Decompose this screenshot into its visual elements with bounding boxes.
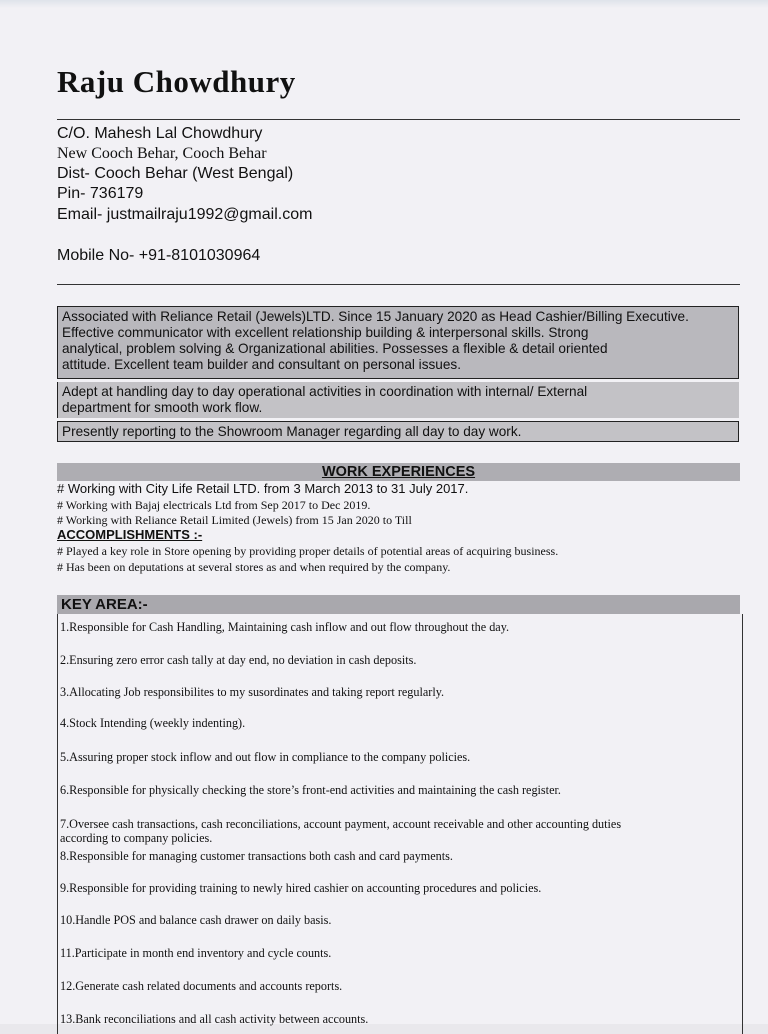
header-divider bbox=[57, 119, 740, 120]
key-area-item: 1.Responsible for Cash Handling, Maintaining cash inflow and out flow throughout the day. bbox=[60, 620, 510, 634]
key-area-item: 6.Responsible for physically checking the store’s front-end activities and maintaining the cash register. bbox=[60, 783, 561, 797]
key-area-item: according to company policies. bbox=[60, 831, 213, 845]
work-experience-title: WORK EXPERIENCES bbox=[321, 464, 476, 480]
operations-line: department for smooth work flow. bbox=[62, 400, 263, 415]
work-item: # Working with Bajaj electricals Ltd from Sep 2017 to Dec 2019. bbox=[57, 498, 371, 512]
contact-pin: Pin- 736179 bbox=[57, 185, 144, 202]
key-area-item: 3.Allocating Job responsibilites to my susordinates and taking report regularly. bbox=[60, 685, 445, 699]
operations-line: Adept at handling day to day operational activities in coordination with internal/ External bbox=[62, 384, 588, 399]
summary-line: attitude. Excellent team builder and consultant on personal issues. bbox=[62, 357, 461, 372]
key-area-banner bbox=[57, 595, 740, 614]
operations-box bbox=[57, 382, 739, 418]
contact-email: Email- justmailraju1992@gmail.com bbox=[57, 206, 313, 223]
reporting-line: Presently reporting to the Showroom Manager regarding all day to day work. bbox=[62, 424, 522, 439]
contact-care-of: C/O. Mahesh Lal Chowdhury bbox=[57, 125, 263, 142]
accomplishments-title: ACCOMPLISHMENTS :- bbox=[57, 527, 203, 542]
key-area-item: 8.Responsible for managing customer transactions both cash and card payments. bbox=[60, 849, 453, 863]
work-item: # Working with Reliance Retail Limited (Jewels) from 15 Jan 2020 to Till bbox=[57, 513, 412, 527]
key-area-item: 13.Bank reconciliations and all cash activity between accounts. bbox=[60, 1012, 369, 1026]
key-area-item: 12.Generate cash related documents and accounts reports. bbox=[60, 979, 343, 993]
key-area-item: 11.Participate in month end inventory and cycle counts. bbox=[60, 946, 332, 960]
contact-mobile: Mobile No- +91-8101030964 bbox=[57, 247, 261, 264]
contact-district: Dist- Cooch Behar (West Bengal) bbox=[57, 165, 294, 182]
accomplishment-item: # Played a key role in Store opening by providing proper details of potential areas of acquiring business. bbox=[57, 544, 559, 558]
work-experience-banner bbox=[57, 463, 740, 481]
key-area-item: 10.Handle POS and balance cash drawer on daily basis. bbox=[60, 913, 332, 927]
work-item: # Working with City Life Retail LTD. from 3 March 2013 to 31 July 2017. bbox=[57, 481, 469, 496]
contact-address: New Cooch Behar, Cooch Behar bbox=[57, 145, 267, 162]
summary-line: Effective communicator with excellent relationship building & interpersonal skills. Strong bbox=[62, 325, 589, 340]
key-area-item: 4.Stock Intending (weekly indenting). bbox=[60, 716, 246, 730]
key-area-item: 5.Assuring proper stock inflow and out flow in compliance to the company policies. bbox=[60, 750, 471, 764]
key-area-item: 9.Responsible for providing training to newly hired cashier on accounting procedures and policies. bbox=[60, 881, 542, 895]
summary-line: analytical, problem solving & Organizational abilities. Possesses a flexible & detail oriented bbox=[62, 341, 608, 356]
key-area-item: 2.Ensuring zero error cash tally at day end, no deviation in cash deposits. bbox=[60, 653, 417, 667]
candidate-name: Raju Chowdhury bbox=[57, 64, 296, 99]
key-area-item: 7.Oversee cash transactions, cash reconciliations, account payment, account receivable and other accounting duties bbox=[60, 817, 622, 831]
key-area-title: KEY AREA:- bbox=[61, 596, 148, 613]
reporting-box bbox=[57, 421, 739, 442]
summary-box bbox=[57, 306, 739, 379]
summary-line: Associated with Reliance Retail (Jewels)LTD. Since 15 January 2020 as Head Cashier/Billing Executive. bbox=[62, 309, 689, 324]
contact-divider bbox=[57, 284, 740, 285]
accomplishment-item: # Has been on deputations at several stores as and when required by the company. bbox=[57, 560, 451, 574]
scan-top-edge bbox=[0, 0, 768, 8]
